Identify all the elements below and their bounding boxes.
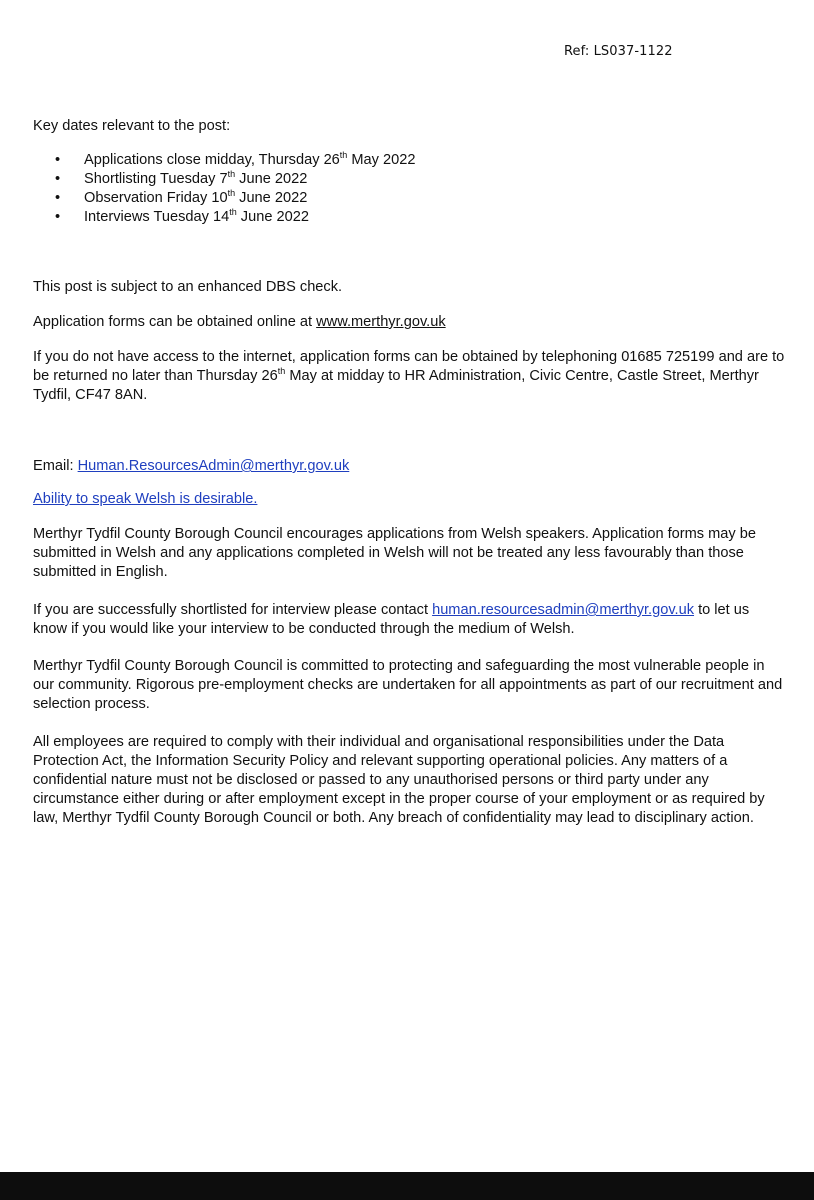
bullet-icon: • (55, 171, 61, 187)
no-internet-text: If you do not have access to the internet, application forms can be obtained by telephoning 01685 725199 and are to be returned no later than Thursday 26 (33, 349, 785, 384)
key-date-text: Applications close midday, Thursday 26 (84, 152, 340, 168)
ordinal-suffix: th (229, 207, 237, 218)
merthyr-website-link[interactable]: www.merthyr.gov.uk (316, 314, 446, 330)
key-date-item-applications-close (33, 151, 733, 170)
key-date-text: Interviews Tuesday 14 (84, 209, 230, 225)
confidentiality-paragraph: All employees are required to comply with their individual and organisational responsibilities under the Data Protection Act, the Information Security Policy and relevant supporting operational policies. Any matters of a confidential nature must not be disclosed or passed to any unauthorised persons or third party under any circumstance either during or after employment except in the proper course of your employment or as required by law, Merthyr Tydfil County Borough Council or both. Any breach of confidentiality may lead to disciplinary action. (33, 734, 765, 826)
ordinal-suffix: th (227, 188, 236, 199)
hr-email-link[interactable]: Human.ResourcesAdmin@merthyr.gov.uk (77, 458, 350, 474)
forms-online-text: Application forms can be obtained online at (33, 314, 317, 330)
dbs-check-notice: This post is subject to an enhanced DBS check. (33, 279, 343, 295)
safeguarding-paragraph: Merthyr Tydfil County Borough Council is committed to protecting and safeguarding the most vulnerable people in our community. Rigorous pre-employment checks are undertaken for all appointments as part of our recruitment and selection process. (33, 658, 783, 712)
no-internet-text: May at midday to HR Administration, Civic Centre, Castle Street, Merthyr Tydfil, CF47 8AN. (33, 368, 759, 403)
key-date-text: June 2022 (236, 209, 309, 225)
application-forms-online (33, 313, 785, 332)
ordinal-suffix: th (339, 150, 348, 161)
welsh-desirable-notice (33, 490, 785, 509)
key-date-text: June 2022 (235, 190, 308, 206)
key-date-item-shortlisting (33, 170, 733, 189)
reference-number: Ref: LS037-1122 (564, 44, 673, 59)
key-dates-list (33, 151, 733, 227)
shortlisted-text: to let us know if you would like your interview to be conducted through the medium of Welsh. (33, 602, 750, 637)
welsh-applications-paragraph: Merthyr Tydfil County Borough Council encourages applications from Welsh speakers. Application forms may be submitted in Welsh and any applications completed in Welsh will not be treated any less favourably than those submitted in English. (33, 526, 757, 580)
key-date-text: Shortlisting Tuesday 7 (84, 171, 228, 187)
key-date-text: June 2022 (235, 171, 308, 187)
screen-bottom-bar (0, 1172, 814, 1200)
shortlisted-text: If you are successfully shortlisted for interview please contact (33, 602, 433, 618)
no-internet-paragraph (33, 348, 785, 405)
email-line (33, 457, 785, 476)
bullet-icon: • (55, 152, 61, 168)
bullet-icon: • (55, 209, 61, 225)
ordinal-suffix: th (227, 169, 236, 180)
key-date-text: Observation Friday 10 (84, 190, 228, 206)
welsh-desirable-link[interactable]: Ability to speak Welsh is desirable. (33, 491, 258, 507)
key-date-item-observation (33, 189, 733, 208)
email-label: Email: (33, 458, 78, 474)
ordinal-suffix: th (277, 366, 286, 377)
key-dates-heading: Key dates relevant to the post: (33, 118, 231, 134)
key-date-text: May 2022 (347, 152, 416, 168)
bullet-icon: • (55, 190, 61, 206)
key-date-item-interviews (33, 208, 733, 227)
hr-contact-email-link[interactable]: human.resourcesadmin@merthyr.gov.uk (432, 602, 695, 618)
shortlisted-paragraph (33, 601, 785, 639)
